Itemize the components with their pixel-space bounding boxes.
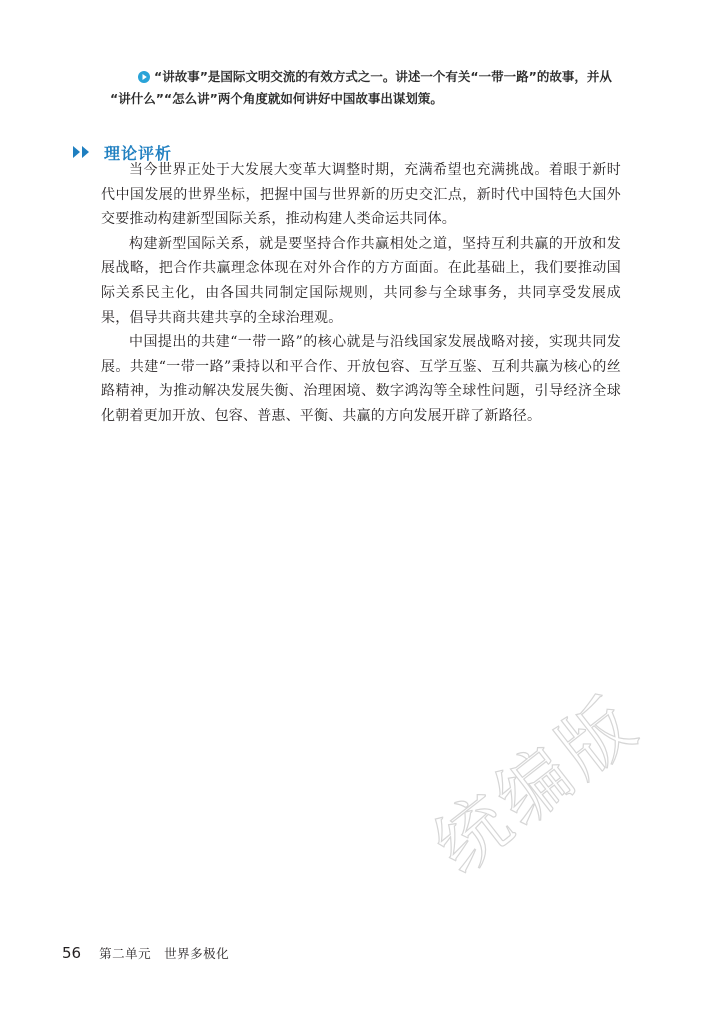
footer-unit-title: 第二单元 世界多极化 (99, 946, 230, 961)
activity-prompt-line-2: “讲什么”“怎么讲”两个角度就如何讲好中国故事出谋划策。 (110, 91, 443, 106)
activity-prompt-text-1: “讲故事”是国际文明交流的有效方式之一。讲述一个有关“一带一路”的故事，并从 (154, 69, 612, 84)
body-text (101, 158, 621, 429)
activity-prompt (110, 66, 630, 110)
page-number: 56 (62, 944, 82, 962)
page-footer (62, 944, 229, 962)
double-arrow-icon (72, 145, 94, 159)
paragraph-1: 当今世界正处于大发展大变革大调整时期，充满希望也充满挑战。着眼于新时代中国发展的世界坐标，把握中国与世界新的历史交汇点，新时代中国特色大国外交要推动构建新型国际关系，推动构建人类命运共同体。 (101, 162, 621, 228)
section-title: 理论评析 (104, 143, 173, 163)
activity-prompt-line-1 (110, 66, 630, 88)
play-circle-icon (138, 71, 150, 83)
watermark: 统编版 (418, 679, 655, 890)
paragraph-3: 中国提出的共建“一带一路”的核心就是与沿线国家发展战略对接，实现共同发展。共建“一带一路”秉持以和平合作、开放包容、互学互鉴、互利共赢为核心的丝路精神，为推动解决发展失衡、治理困境、数字鸿沟等全球性问题，引导经济全球化朝着更加开放、包容、普惠、平衡、共赢的方向发展开辟了新路径。 (101, 334, 621, 424)
paragraph-2: 构建新型国际关系，就是要坚持合作共赢相处之道，坚持互利共赢的开放和发展战略，把合作共赢理念体现在对外合作的方方面面。在此基础上，我们要推动国际关系民主化，由各国共同制定国际规则，共同参与全球事务，共同享受发展成果，倡导共商共建共享的全球治理观。 (101, 235, 621, 326)
